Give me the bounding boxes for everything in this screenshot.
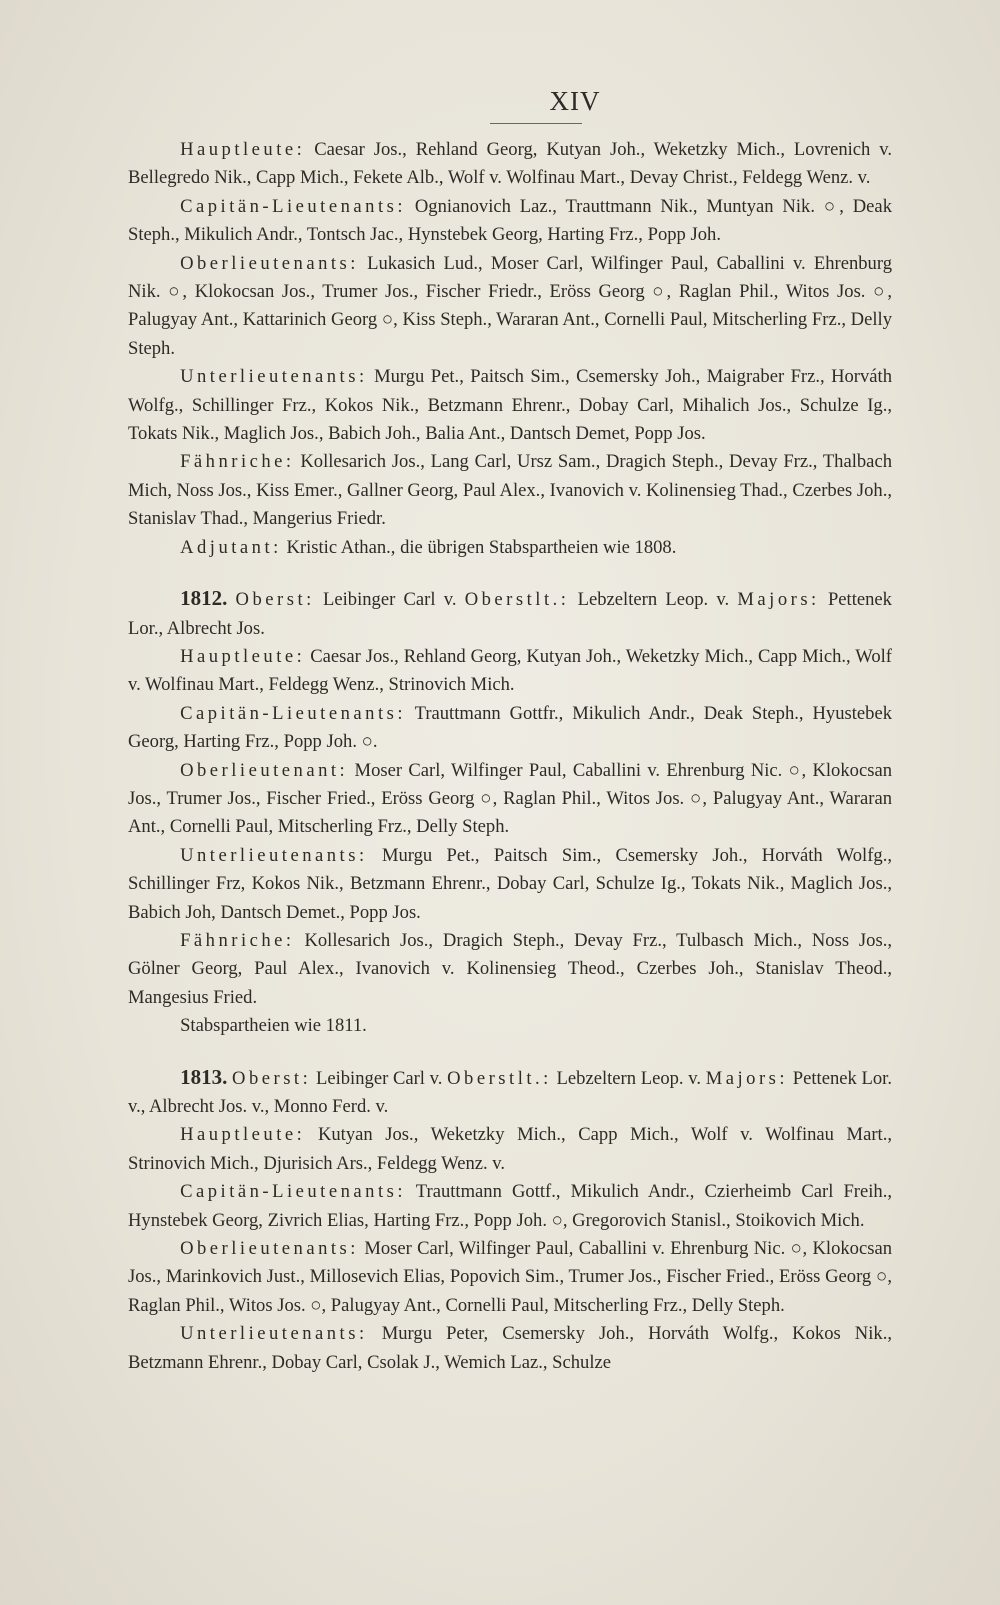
- names: Pettenek Lor., Albrecht Jos.: [128, 589, 892, 639]
- year-block-1813: [128, 1063, 892, 1377]
- names: Kristic Athan., die übrigen Stabspartheien wie 1808.: [286, 536, 677, 558]
- rank-label: Oberlieutenants:: [180, 252, 359, 274]
- header-rule: [490, 123, 582, 124]
- rank-label: Adjutant:: [180, 536, 282, 558]
- text-body: [128, 136, 892, 1377]
- rank-label: Majors:: [737, 589, 820, 611]
- paragraph-oberlieutenants: [128, 1235, 892, 1320]
- rank-label: Fähnriche:: [180, 929, 295, 951]
- paragraph-stabspartheien: [128, 1012, 892, 1040]
- names: Pettenek Lor. v., Albrecht Jos. v., Monno Ferd. v.: [128, 1067, 892, 1117]
- names: Leibinger Carl v.: [323, 589, 457, 611]
- rank-label: Unterlieutenants:: [180, 844, 368, 866]
- year-heading: 1812.: [180, 586, 228, 611]
- rank-label: Fähnriche:: [180, 451, 295, 473]
- names: Lukasich Lud., Moser Carl, Wilfinger Paul, Caballini v. Ehrenburg Nik. ○, Klokocsan Jos., Trumer Jos., Fischer Friedr., Eröss Georg ○, Raglan Phil., Witos Jos. ○, Palugyay Ant., Kattarinich Georg ○, Kiss Steph., Wararan Ant., Cornelli Paul, Mitscherling Frz., Delly Steph.: [128, 252, 892, 359]
- names: Kutyan Jos., Weketzky Mich., Capp Mich., Wolf v. Wolfinau Mart., Strinovich Mich., Djurisich Ars., Feldegg Wenz. v.: [128, 1124, 892, 1174]
- paragraph-staff: [128, 1063, 892, 1122]
- rank-label: Hauptleute:: [180, 1124, 306, 1146]
- rank-label: Oberstlt.:: [464, 589, 570, 611]
- names: Kollesarich Jos., Dragich Steph., Devay Frz., Tulbasch Mich., Noss Jos., Gölner Georg, Paul Alex., Ivanovich v. Kolinensieg Theod., Czerbes Joh., Stanislav Theod., Mangesius Fried.: [128, 929, 892, 1008]
- names: Murgu Pet., Paitsch Sim., Csemersky Joh., Horváth Wolfg., Schillinger Frz, Kokos Nik., Betzmann Ehrenr., Dobay Carl, Schulze Ig., Tokats Nik., Maglich Jos., Babich Joh, Dantsch Demet., Popp Jos.: [128, 844, 892, 923]
- rank-label: Hauptleute:: [180, 645, 306, 667]
- paragraph-hauptleute: [128, 136, 892, 193]
- rank-label: Unterlieutenants:: [180, 366, 368, 388]
- rank-label: Unterlieutenants:: [180, 1323, 368, 1345]
- year-block-1812: [128, 584, 892, 1041]
- names: Murgu Pet., Paitsch Sim., Csemersky Joh., Maigraber Frz., Horváth Wolfg., Schillinger Frz., Kokos Nik., Betzmann Ehrenr., Dobay Carl, Mihalich Jos., Schulze Ig., Tokats Nik., Maglich Jos., Babich Joh., Balia Ant., Dantsch Demet, Popp Jos.: [128, 366, 893, 445]
- paragraph-faehnriche: [128, 448, 892, 533]
- rank-label: Hauptleute:: [180, 139, 306, 160]
- names: Murgu Peter, Csemersky Joh., Horváth Wolfg., Kokos Nik., Betzmann Ehrenr., Dobay Carl, Csolak J., Wemich Laz., Schulze: [128, 1323, 892, 1373]
- year-heading: 1813.: [180, 1064, 228, 1089]
- paragraph-capitaen-lieutenants: [128, 193, 892, 250]
- continuation-block: [128, 136, 892, 562]
- closing-text: Stabspartheien wie 1811.: [180, 1015, 367, 1037]
- paragraph-unterlieutenants: [128, 363, 892, 448]
- paragraph-oberlieutenant: [128, 757, 892, 842]
- names: Kollesarich Jos., Lang Carl, Ursz Sam., Dragich Steph., Devay Frz., Thalbach Mich, Noss Jos., Kiss Emer., Gallner Georg, Paul Alex., Ivanovich v. Kolinensieg Thad., Czerbes Joh., Stanislav Thad., Mangerius Friedr.: [128, 451, 892, 530]
- rank-label: Oberlieutenant:: [180, 759, 349, 781]
- names: Lebzeltern Leop. v.: [577, 589, 730, 611]
- names: Trauttmann Gottf., Mikulich Andr., Czierheimb Carl Freih., Hynstebek Georg, Zivrich Elias, Harting Frz., Popp Joh. ○, Gregorovich Stanisl., Stoikovich Mich.: [128, 1181, 893, 1231]
- rank-label: Oberst:: [235, 589, 315, 611]
- paragraph-staff: [128, 584, 892, 643]
- names: Lebzeltern Leop. v.: [556, 1067, 702, 1089]
- paragraph-hauptleute: [128, 1121, 892, 1178]
- paragraph-oberlieutenants: [128, 250, 892, 364]
- rank-label: Oberlieutenants:: [180, 1238, 359, 1260]
- names: Leibinger Carl v.: [315, 1067, 443, 1089]
- rank-label: Majors:: [705, 1067, 789, 1089]
- rank-label: Capitän-Lieutenants:: [180, 1181, 407, 1203]
- names: Caesar Jos., Rehland Georg, Kutyan Joh., Weketzky Mich., Capp Mich., Wolf v. Wolfinau Mart., Feldegg Wenz., Strinovich Mich.: [128, 645, 892, 696]
- page-number: XIV: [549, 86, 601, 116]
- paragraph-unterlieutenants: [128, 1320, 892, 1377]
- paragraph-capitaen-lieutenants: [128, 1178, 892, 1235]
- names: Moser Carl, Wilfinger Paul, Caballini v. Ehrenburg Nic. ○, Klokocsan Jos., Trumer Jos., Fischer Fried., Eröss Georg ○, Raglan Phil., Witos Jos. ○, Palugyay Ant., Wararan Ant., Cornelli Paul, Mitscherling Frz., Delly Steph.: [128, 759, 892, 838]
- paragraph-adjutant: [128, 534, 892, 562]
- names: Caesar Jos., Rehland Georg, Kutyan Joh., Weketzky Mich., Lovrenich v. Bellegredo Nik., Capp Mich., Fekete Alb., Wolf v. Wolfinau Mart., Devay Christ., Feldegg Wenz. v.: [128, 139, 892, 189]
- paragraph-capitaen-lieutenants: [128, 700, 892, 757]
- paragraph-hauptleute: [128, 643, 892, 700]
- paragraph-faehnriche: [128, 927, 892, 1012]
- rank-label: Oberst:: [232, 1067, 312, 1089]
- paragraph-unterlieutenants: [128, 842, 892, 927]
- rank-label: Capitän-Lieutenants:: [180, 702, 407, 724]
- names: Ognianovich Laz., Trauttmann Nik., Muntyan Nik. ○, Deak Steph., Mikulich Andr., Tontsch Jac., Hynstebek Georg, Harting Frz., Popp Joh.: [128, 195, 892, 246]
- rank-label: Capitän-Lieutenants:: [180, 195, 407, 217]
- names: Trauttmann Gottfr., Mikulich Andr., Deak Steph., Hyustebek Georg, Harting Frz., Popp Joh. ○.: [128, 702, 892, 753]
- names: Moser Carl, Wilfinger Paul, Caballini v. Ehrenburg Nic. ○, Klokocsan Jos., Marinkovich Just., Millosevich Elias, Popovich Sim., Trumer Jos., Fischer Fried., Eröss Georg ○, Raglan Phil., Witos Jos. ○, Palugyay Ant., Cornelli Paul, Mitscherling Frz., Delly Steph.: [128, 1238, 892, 1316]
- rank-label: Oberstlt.:: [447, 1067, 552, 1089]
